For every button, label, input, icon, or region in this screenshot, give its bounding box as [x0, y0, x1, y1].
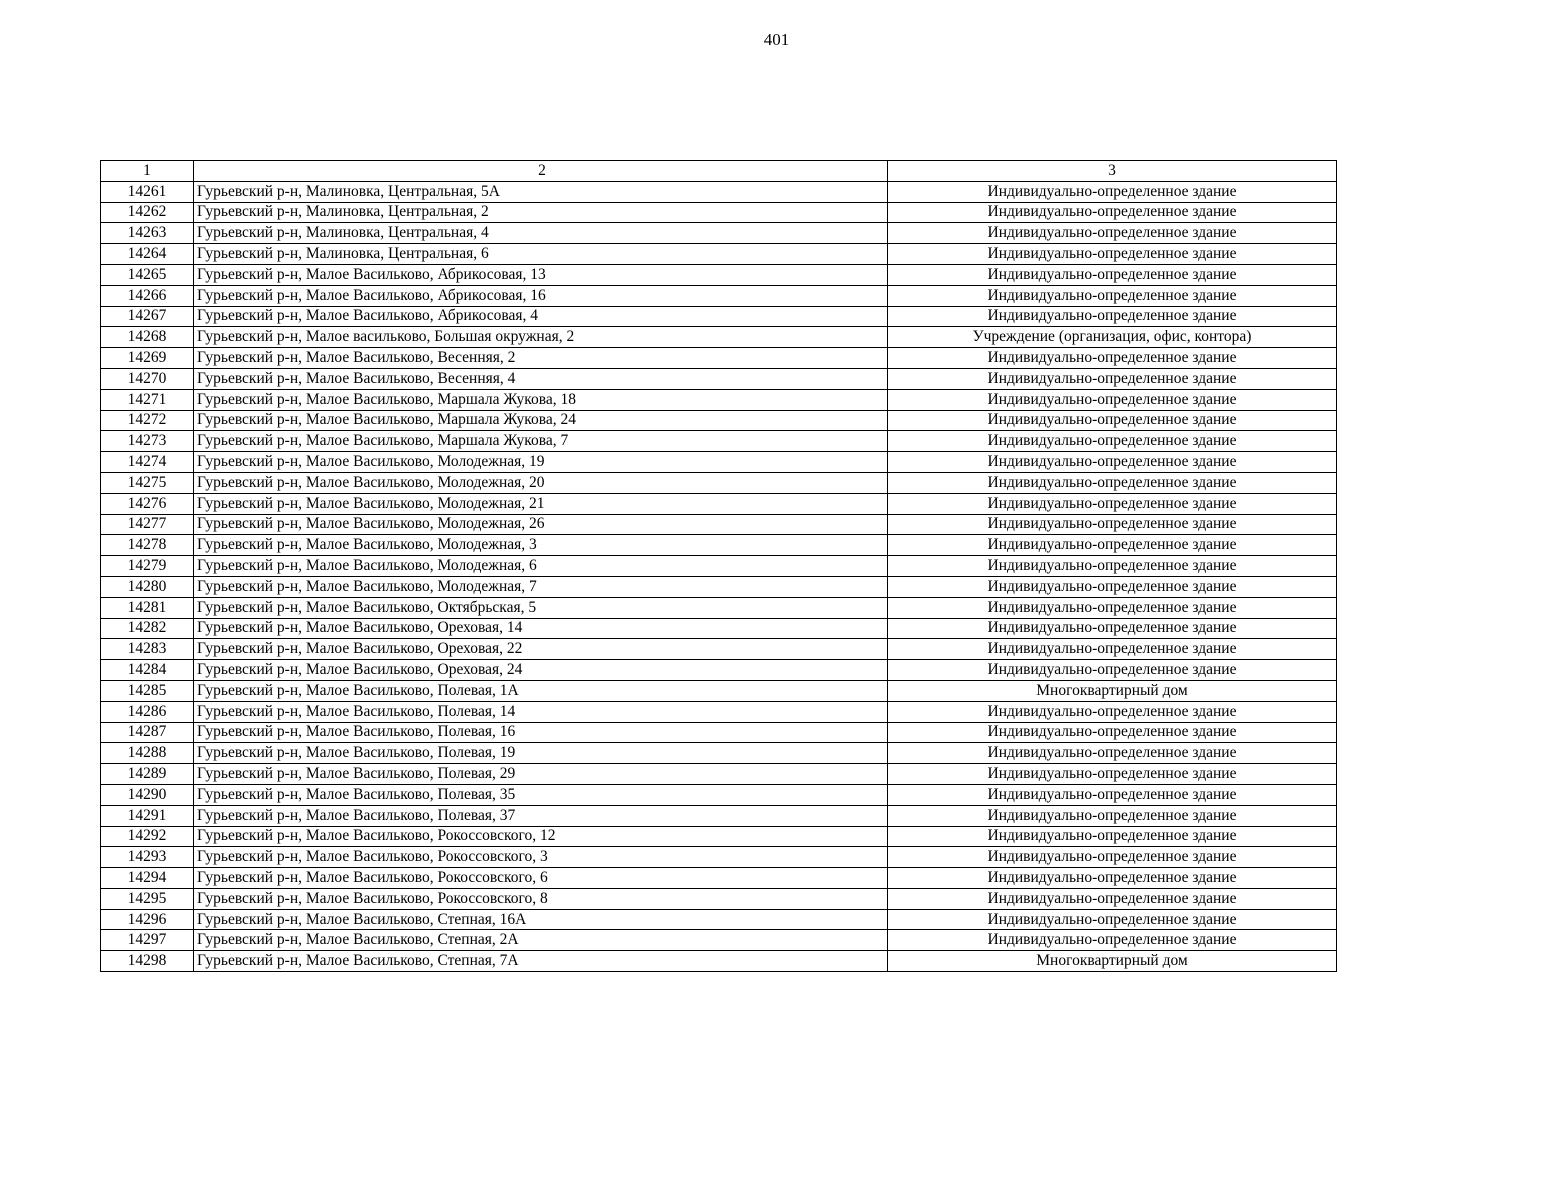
table-row	[101, 493, 1337, 514]
object-type-cell: Многоквартирный дом	[888, 680, 1337, 701]
column-number-3: 3	[888, 161, 1337, 182]
object-type-cell: Индивидуально-определенное здание	[888, 930, 1337, 951]
table-row	[101, 909, 1337, 930]
address-cell: Гурьевский р-н, Малое Васильково, Полевая, 37	[194, 805, 888, 826]
address-cell: Гурьевский р-н, Малое Васильково, Абрикосовая, 16	[194, 285, 888, 306]
table-row	[101, 722, 1337, 743]
address-cell: Гурьевский р-н, Малое Васильково, Степная, 2А	[194, 930, 888, 951]
address-cell: Гурьевский р-н, Малое Васильково, Рокоссовского, 8	[194, 888, 888, 909]
address-cell: Гурьевский р-н, Малое Васильково, Ореховая, 22	[194, 639, 888, 660]
address-cell: Гурьевский р-н, Малое Васильково, Рокоссовского, 6	[194, 868, 888, 889]
object-type-cell: Индивидуально-определенное здание	[888, 181, 1337, 202]
object-type-cell: Индивидуально-определенное здание	[888, 743, 1337, 764]
address-cell: Гурьевский р-н, Малое Васильково, Молодежная, 6	[194, 556, 888, 577]
table-row	[101, 784, 1337, 805]
object-type-cell: Индивидуально-определенное здание	[888, 202, 1337, 223]
object-type-cell: Индивидуально-определенное здание	[888, 389, 1337, 410]
record-id-cell: 14295	[101, 888, 194, 909]
table-row	[101, 535, 1337, 556]
object-type-cell: Индивидуально-определенное здание	[888, 868, 1337, 889]
record-id-cell: 14273	[101, 431, 194, 452]
record-id-cell: 14284	[101, 660, 194, 681]
address-cell: Гурьевский р-н, Малое Васильково, Рокоссовского, 12	[194, 826, 888, 847]
address-cell: Гурьевский р-н, Малое Васильково, Степная, 7А	[194, 951, 888, 972]
address-cell: Гурьевский р-н, Малое Васильково, Полевая, 35	[194, 784, 888, 805]
record-id-cell: 14296	[101, 909, 194, 930]
table-body	[101, 161, 1337, 972]
address-cell: Гурьевский р-н, Малое Васильково, Абрикосовая, 4	[194, 306, 888, 327]
address-cell: Гурьевский р-н, Малое Васильково, Полевая, 1А	[194, 680, 888, 701]
record-id-cell: 14297	[101, 930, 194, 951]
table-row	[101, 930, 1337, 951]
table-row	[101, 327, 1337, 348]
object-type-cell: Индивидуально-определенное здание	[888, 368, 1337, 389]
record-id-cell: 14294	[101, 868, 194, 889]
table-row	[101, 389, 1337, 410]
table-row	[101, 410, 1337, 431]
address-cell: Гурьевский р-н, Малое Васильково, Маршала Жукова, 24	[194, 410, 888, 431]
table-row	[101, 701, 1337, 722]
record-id-cell: 14266	[101, 285, 194, 306]
table-row	[101, 618, 1337, 639]
table-row	[101, 223, 1337, 244]
column-number-2: 2	[194, 161, 888, 182]
object-type-cell: Индивидуально-определенное здание	[888, 472, 1337, 493]
object-type-cell: Индивидуально-определенное здание	[888, 618, 1337, 639]
address-cell: Гурьевский р-н, Малое Васильково, Полевая, 16	[194, 722, 888, 743]
record-id-cell: 14298	[101, 951, 194, 972]
table-row	[101, 285, 1337, 306]
record-id-cell: 14277	[101, 514, 194, 535]
table-row	[101, 181, 1337, 202]
record-id-cell: 14271	[101, 389, 194, 410]
address-cell: Гурьевский р-н, Малиновка, Центральная, 4	[194, 223, 888, 244]
object-type-cell: Индивидуально-определенное здание	[888, 410, 1337, 431]
table-row	[101, 847, 1337, 868]
address-cell: Гурьевский р-н, Малое Васильково, Весенняя, 4	[194, 368, 888, 389]
object-type-cell: Индивидуально-определенное здание	[888, 576, 1337, 597]
address-cell: Гурьевский р-н, Малое Васильково, Степная, 16А	[194, 909, 888, 930]
table-row	[101, 368, 1337, 389]
address-cell: Гурьевский р-н, Малое Васильково, Молодежная, 19	[194, 452, 888, 473]
object-type-cell: Индивидуально-определенное здание	[888, 514, 1337, 535]
table-row	[101, 264, 1337, 285]
record-id-cell: 14289	[101, 764, 194, 785]
address-cell: Гурьевский р-н, Малое Васильково, Полевая, 19	[194, 743, 888, 764]
column-number-1: 1	[101, 161, 194, 182]
table-row	[101, 576, 1337, 597]
record-id-cell: 14281	[101, 597, 194, 618]
table-row	[101, 639, 1337, 660]
address-cell: Гурьевский р-н, Малое васильково, Большая окружная, 2	[194, 327, 888, 348]
property-registry-table	[100, 160, 1337, 972]
object-type-cell: Индивидуально-определенное здание	[888, 244, 1337, 265]
table-row	[101, 556, 1337, 577]
record-id-cell: 14262	[101, 202, 194, 223]
object-type-cell: Индивидуально-определенное здание	[888, 348, 1337, 369]
address-cell: Гурьевский р-н, Малое Васильково, Ореховая, 14	[194, 618, 888, 639]
address-cell: Гурьевский р-н, Малиновка, Центральная, 2	[194, 202, 888, 223]
address-cell: Гурьевский р-н, Малое Васильково, Октябрьская, 5	[194, 597, 888, 618]
object-type-cell: Индивидуально-определенное здание	[888, 826, 1337, 847]
record-id-cell: 14274	[101, 452, 194, 473]
record-id-cell: 14270	[101, 368, 194, 389]
table-row	[101, 764, 1337, 785]
record-id-cell: 14264	[101, 244, 194, 265]
object-type-cell: Индивидуально-определенное здание	[888, 556, 1337, 577]
object-type-cell: Индивидуально-определенное здание	[888, 888, 1337, 909]
record-id-cell: 14267	[101, 306, 194, 327]
address-cell: Гурьевский р-н, Малое Васильково, Весенняя, 2	[194, 348, 888, 369]
page-number: 401	[763, 30, 790, 49]
table-row	[101, 306, 1337, 327]
object-type-cell: Индивидуально-определенное здание	[888, 285, 1337, 306]
record-id-cell: 14292	[101, 826, 194, 847]
address-cell: Гурьевский р-н, Малое Васильково, Ореховая, 24	[194, 660, 888, 681]
object-type-cell: Индивидуально-определенное здание	[888, 535, 1337, 556]
object-type-cell: Индивидуально-определенное здание	[888, 909, 1337, 930]
table-row	[101, 680, 1337, 701]
record-id-cell: 14287	[101, 722, 194, 743]
table-row	[101, 348, 1337, 369]
record-id-cell: 14282	[101, 618, 194, 639]
record-id-cell: 14293	[101, 847, 194, 868]
address-cell: Гурьевский р-н, Малое Васильково, Молодежная, 20	[194, 472, 888, 493]
record-id-cell: 14280	[101, 576, 194, 597]
address-cell: Гурьевский р-н, Малое Васильково, Маршала Жукова, 7	[194, 431, 888, 452]
address-cell: Гурьевский р-н, Малое Васильково, Молодежная, 21	[194, 493, 888, 514]
table-row	[101, 888, 1337, 909]
table-row	[101, 472, 1337, 493]
table-row	[101, 244, 1337, 265]
object-type-cell: Индивидуально-определенное здание	[888, 431, 1337, 452]
address-cell: Гурьевский р-н, Малое Васильково, Полевая, 29	[194, 764, 888, 785]
record-id-cell: 14268	[101, 327, 194, 348]
object-type-cell: Учреждение (организация, офис, контора)	[888, 327, 1337, 348]
record-id-cell: 14286	[101, 701, 194, 722]
table-row	[101, 202, 1337, 223]
object-type-cell: Индивидуально-определенное здание	[888, 847, 1337, 868]
table-header-row	[101, 161, 1337, 182]
address-cell: Гурьевский р-н, Малое Васильково, Абрикосовая, 13	[194, 264, 888, 285]
record-id-cell: 14278	[101, 535, 194, 556]
table-row	[101, 743, 1337, 764]
record-id-cell: 14279	[101, 556, 194, 577]
object-type-cell: Индивидуально-определенное здание	[888, 306, 1337, 327]
object-type-cell: Индивидуально-определенное здание	[888, 264, 1337, 285]
address-cell: Гурьевский р-н, Малиновка, Центральная, 5А	[194, 181, 888, 202]
object-type-cell: Индивидуально-определенное здание	[888, 639, 1337, 660]
table-row	[101, 452, 1337, 473]
object-type-cell: Индивидуально-определенное здание	[888, 493, 1337, 514]
record-id-cell: 14288	[101, 743, 194, 764]
record-id-cell: 14276	[101, 493, 194, 514]
address-cell: Гурьевский р-н, Малое Васильково, Рокоссовского, 3	[194, 847, 888, 868]
record-id-cell: 14272	[101, 410, 194, 431]
record-id-cell: 14261	[101, 181, 194, 202]
address-cell: Гурьевский р-н, Малое Васильково, Молодежная, 26	[194, 514, 888, 535]
object-type-cell: Индивидуально-определенное здание	[888, 597, 1337, 618]
record-id-cell: 14265	[101, 264, 194, 285]
record-id-cell: 14285	[101, 680, 194, 701]
table-row	[101, 951, 1337, 972]
table-row	[101, 514, 1337, 535]
object-type-cell: Индивидуально-определенное здание	[888, 805, 1337, 826]
object-type-cell: Многоквартирный дом	[888, 951, 1337, 972]
record-id-cell: 14283	[101, 639, 194, 660]
object-type-cell: Индивидуально-определенное здание	[888, 701, 1337, 722]
address-cell: Гурьевский р-н, Малиновка, Центральная, 6	[194, 244, 888, 265]
object-type-cell: Индивидуально-определенное здание	[888, 452, 1337, 473]
record-id-cell: 14275	[101, 472, 194, 493]
object-type-cell: Индивидуально-определенное здание	[888, 764, 1337, 785]
address-cell: Гурьевский р-н, Малое Васильково, Маршала Жукова, 18	[194, 389, 888, 410]
address-cell: Гурьевский р-н, Малое Васильково, Молодежная, 7	[194, 576, 888, 597]
object-type-cell: Индивидуально-определенное здание	[888, 722, 1337, 743]
table-row	[101, 660, 1337, 681]
record-id-cell: 14290	[101, 784, 194, 805]
record-id-cell: 14269	[101, 348, 194, 369]
table-row	[101, 826, 1337, 847]
record-id-cell: 14263	[101, 223, 194, 244]
record-id-cell: 14291	[101, 805, 194, 826]
object-type-cell: Индивидуально-определенное здание	[888, 660, 1337, 681]
table-row	[101, 868, 1337, 889]
table-row	[101, 805, 1337, 826]
address-cell: Гурьевский р-н, Малое Васильково, Полевая, 14	[194, 701, 888, 722]
address-cell: Гурьевский р-н, Малое Васильково, Молодежная, 3	[194, 535, 888, 556]
table-row	[101, 597, 1337, 618]
table-row	[101, 431, 1337, 452]
object-type-cell: Индивидуально-определенное здание	[888, 784, 1337, 805]
object-type-cell: Индивидуально-определенное здание	[888, 223, 1337, 244]
